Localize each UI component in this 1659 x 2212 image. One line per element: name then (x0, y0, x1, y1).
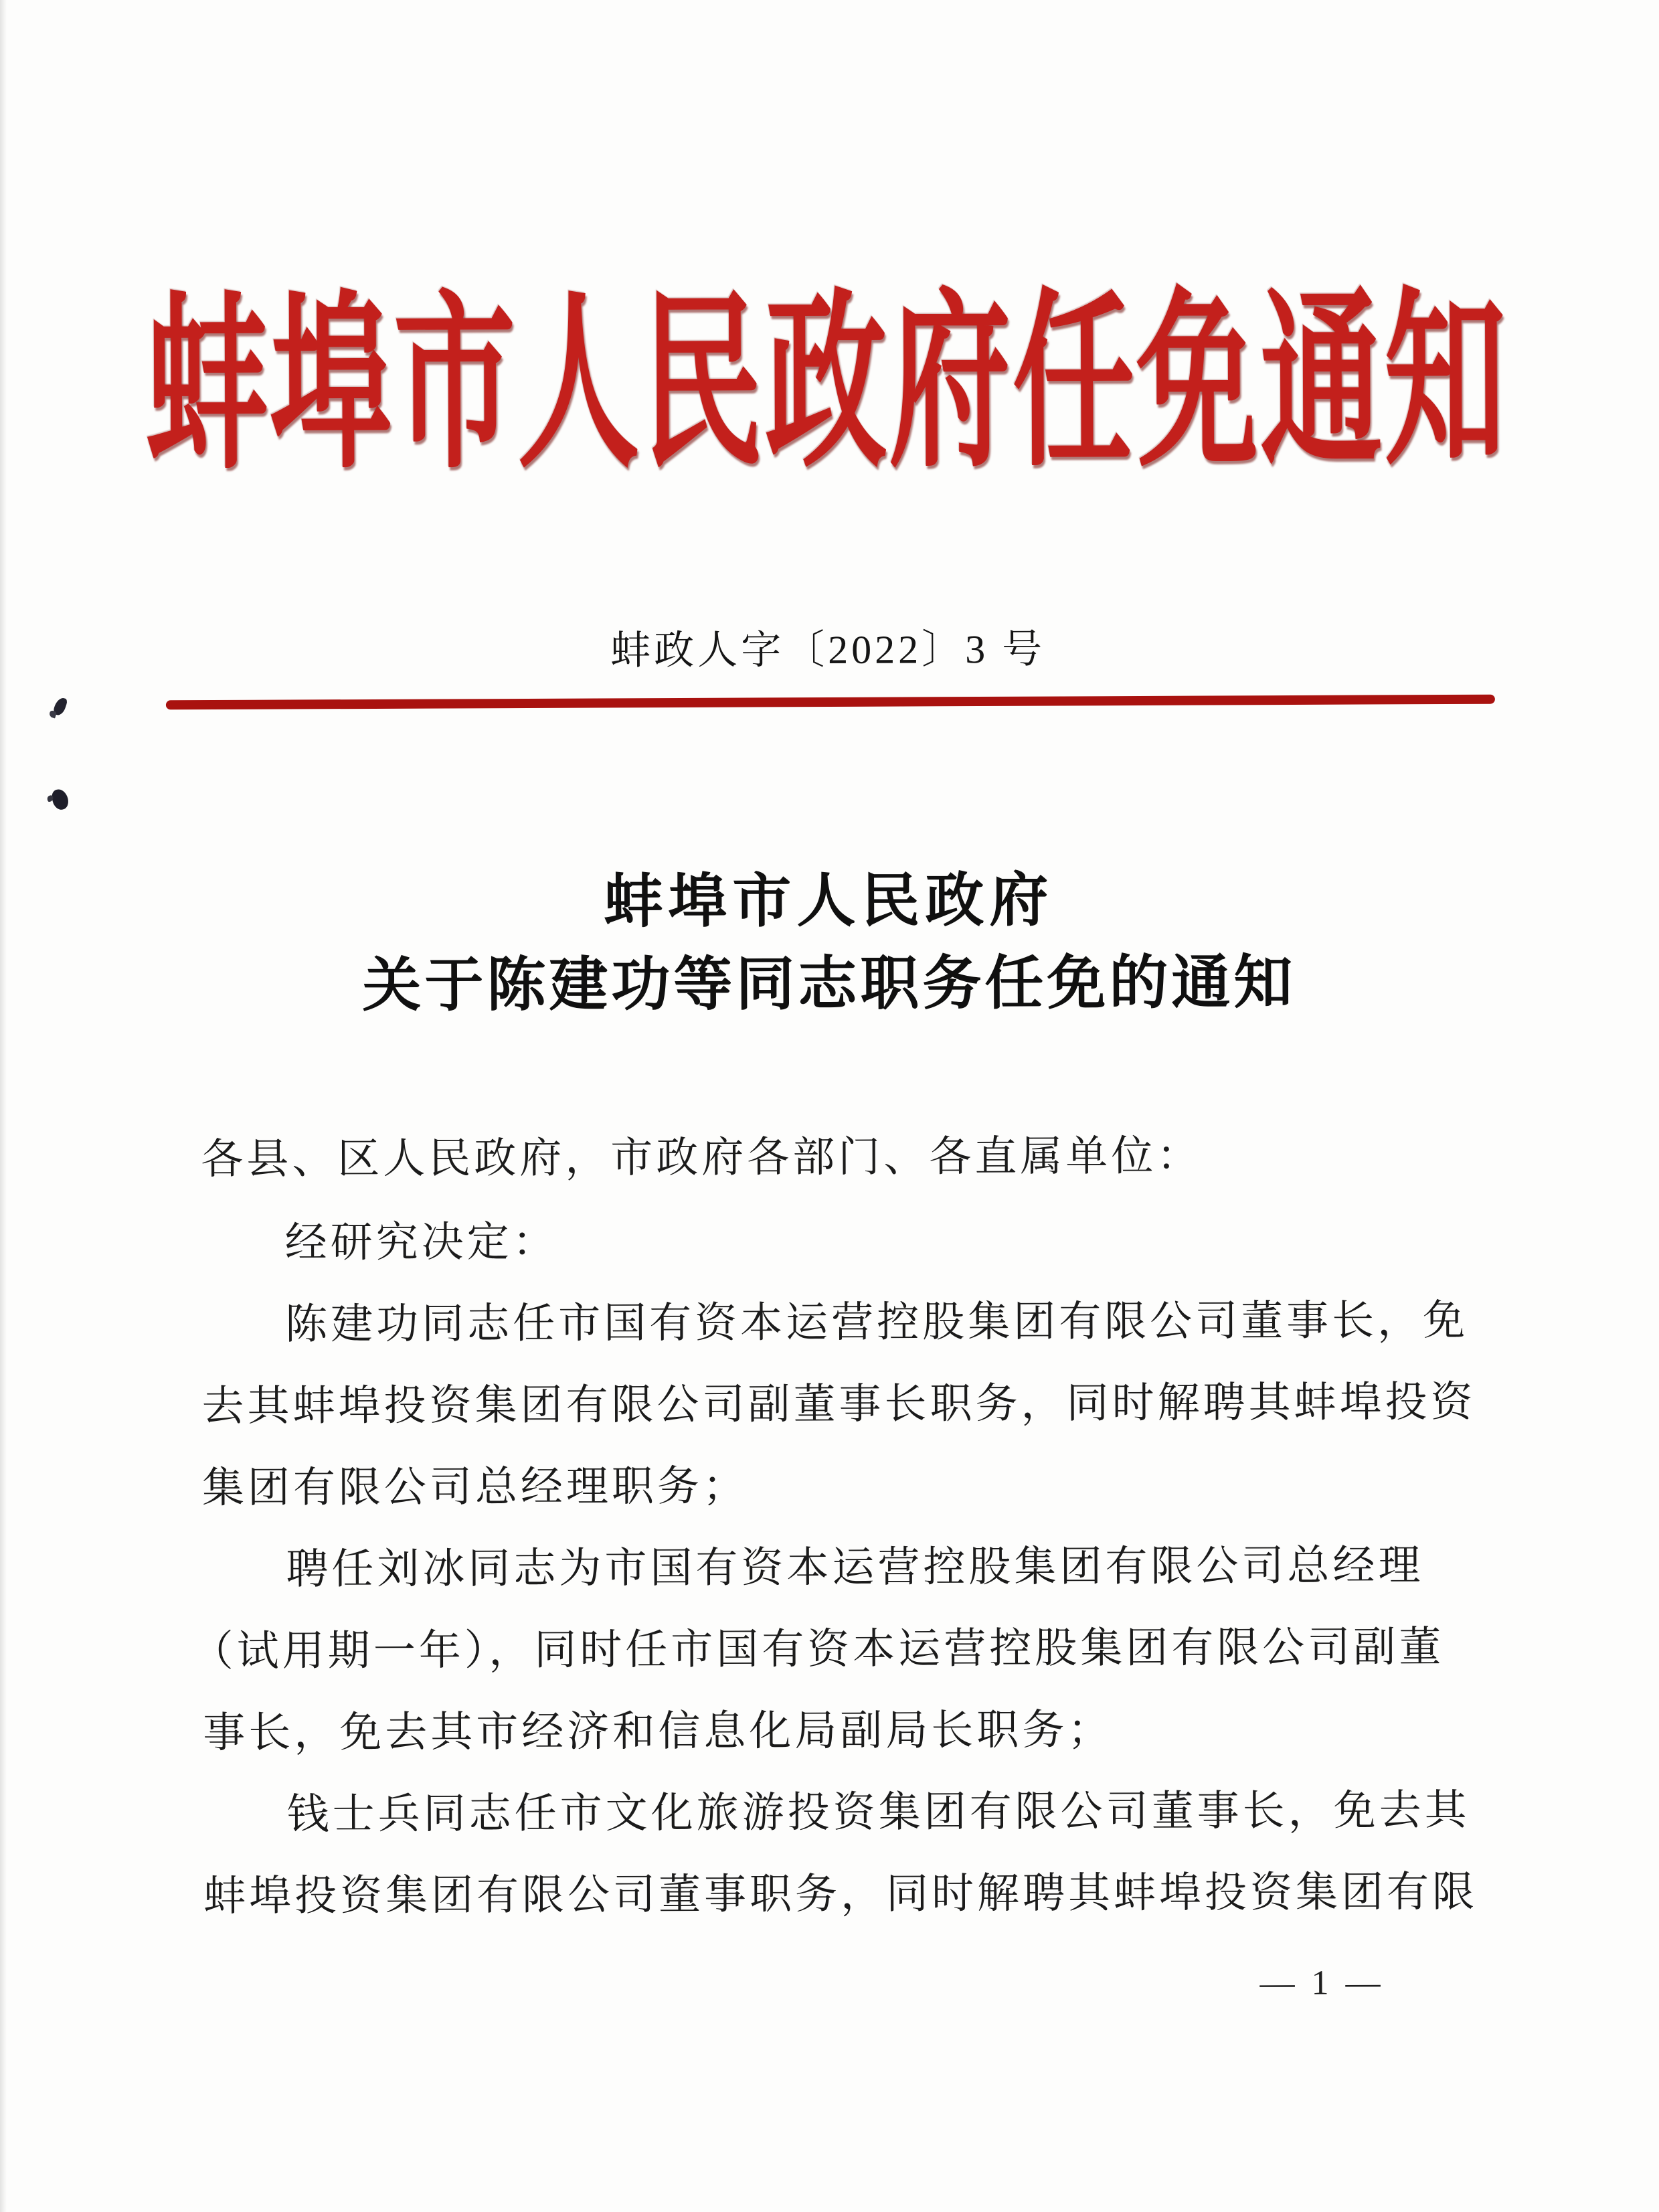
ink-speck-artifact (50, 788, 70, 812)
body-line: 经研究决定： (284, 1218, 558, 1266)
letterhead-title: 蚌埠市人民政府任免通知 (145, 277, 1508, 493)
notice-title-line1: 蚌埠市人民政府 (604, 868, 1054, 936)
body-line: （试用期一年），同时任市国有资本运营控股集团有限公司副董 (191, 1623, 1445, 1675)
body-line: 蚌埠投资集团有限公司董事职务，同时解聘其蚌埠投资集团有限 (203, 1868, 1478, 1920)
red-separator-rule (166, 695, 1495, 710)
page-number: — 1 — (1259, 1964, 1385, 2003)
body-line: 聘任刘冰同志为市国有资本运营控股集团有限公司总经理 (286, 1541, 1424, 1593)
body-line: 去其蚌埠投资集团有限公司副董事长职务，同时解聘其蚌埠投资 (201, 1378, 1476, 1430)
document-number: 蚌政人字〔2022〕3 号 (610, 626, 1046, 673)
body-line: 事长，免去其市经济和信息化局副局长职务； (203, 1706, 1114, 1757)
ink-speck-artifact (52, 696, 68, 717)
body-line: 陈建功同志任市国有资本运营控股集团有限公司董事长，免 (285, 1296, 1469, 1348)
body-line: 集团有限公司总经理职务； (201, 1462, 749, 1512)
body-line: 钱士兵同志任市文化旅游投资集团有限公司董事长，免去其 (286, 1786, 1470, 1838)
notice-title-line2: 关于陈建功等同志职务任免的通知 (362, 950, 1296, 1019)
body-line-salutation: 各县、区人民政府，市政府各部门、各直属单位： (201, 1132, 1203, 1183)
